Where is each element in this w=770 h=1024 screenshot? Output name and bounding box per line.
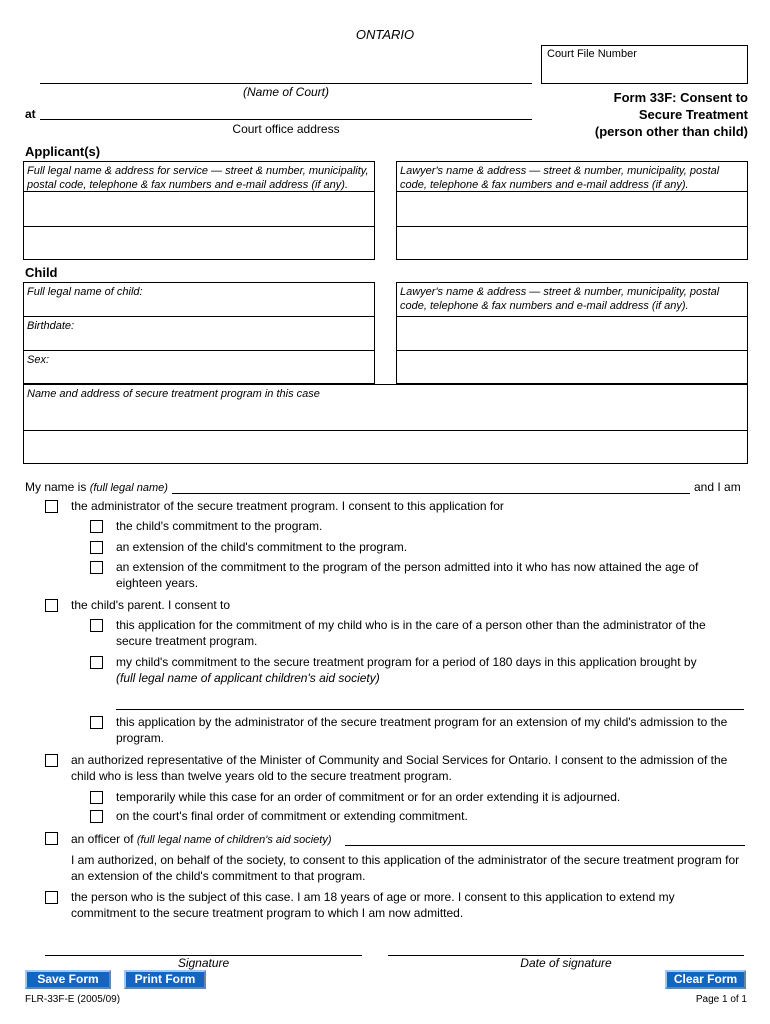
form-title-line-3: (person other than child)	[594, 124, 748, 139]
applicant-lawyer-divider-1	[397, 191, 747, 192]
parent-checkbox[interactable]	[45, 599, 58, 612]
form-title-line-1: Form 33F: Consent to	[613, 90, 748, 105]
applicant-lawyer-label: Lawyer's name & address — street & number, municipality, postal code, telephone & fax numbers and e-mail address (if any).	[400, 165, 720, 191]
form-code: FLR-33F-E (2005/09)	[25, 994, 121, 1005]
applicant-lawyer-box[interactable]	[396, 161, 748, 260]
child-sex-label: Sex:	[27, 354, 50, 366]
child-info-box[interactable]	[23, 282, 375, 384]
officer-cas-note: (full legal name of children's aid society)	[136, 834, 332, 846]
person-checkbox[interactable]	[45, 891, 58, 904]
date-signature-label: Date of signature	[520, 956, 612, 970]
admin-commitment-option: the child's commitment to the program.	[116, 519, 323, 533]
officer-label: an officer of	[71, 832, 134, 846]
minister-temporary-checkbox[interactable]	[90, 791, 103, 804]
parent-extension-option: this application by the administrator of the secure treatment program for an extension of my child's admission to the program.	[116, 715, 728, 745]
page-number: Page 1 of 1	[695, 994, 747, 1005]
applicant-cas-note: (full legal name of applicant children's aid society)	[116, 671, 380, 685]
and-i-am-label: and I am	[694, 480, 741, 494]
applicant-info-box[interactable]	[23, 161, 375, 260]
parent-180-days-option	[116, 654, 741, 686]
applicant-divider-1	[24, 191, 374, 192]
child-heading: Child	[25, 265, 58, 280]
treatment-program-label: Name and address of secure treatment program in this case	[27, 388, 320, 400]
at-label: at	[25, 107, 36, 121]
parent-commitment-option: this application for the commitment of my child who is in the care of a person other than the administrator of the secure treatment program.	[116, 618, 706, 648]
child-divider-1	[24, 316, 374, 317]
court-office-address-label: Court office address	[232, 122, 340, 136]
admin-extension-checkbox[interactable]	[90, 541, 103, 554]
applicant-cas-name-line[interactable]	[116, 709, 744, 710]
court-file-number-field[interactable]	[541, 45, 748, 84]
child-lawyer-divider-1	[397, 316, 747, 317]
my-name-is-text	[25, 480, 168, 494]
save-form-button[interactable]: Save Form	[25, 970, 111, 989]
clear-form-button[interactable]: Clear Form	[665, 970, 746, 989]
admin-extension-18-option: an extension of the commitment to the program of the person admitted into it who has now attained the age of eighteen years.	[116, 560, 699, 590]
print-form-button[interactable]: Print Form	[124, 970, 206, 989]
officer-option	[71, 831, 371, 848]
parent-180-days-text: my child's commitment to the secure treatment program for a period of 180 days in this application brought by	[116, 655, 697, 669]
name-of-court-label: (Name of Court)	[242, 85, 330, 99]
minister-final-order-checkbox[interactable]	[90, 810, 103, 823]
minister-checkbox[interactable]	[45, 754, 58, 767]
court-office-address-line[interactable]	[40, 119, 532, 120]
province-title: ONTARIO	[355, 27, 415, 42]
minister-final-order-option: on the court's final order of commitment or extending commitment.	[116, 809, 468, 823]
parent-option: the child's parent. I consent to	[71, 598, 231, 612]
name-of-court-line[interactable]	[40, 83, 532, 84]
parent-commitment-checkbox[interactable]	[90, 619, 103, 632]
applicant-lawyer-divider-2	[397, 226, 747, 227]
form-title	[595, 89, 748, 140]
full-legal-name-note: (full legal name)	[89, 482, 168, 494]
full-legal-name-line[interactable]	[172, 493, 690, 494]
child-birthdate-label: Birthdate:	[27, 320, 75, 332]
applicant-divider-2	[24, 226, 374, 227]
applicant-info-label: Full legal name & address for service — street & number, municipality, postal code, telephone & fax numbers and e-mail address (if any).	[27, 165, 369, 191]
person-option: the person who is the subject of this case. I am 18 years of age or more. I consent to this application to extend my commitment to the secure treatment program to which I am now admitted.	[71, 890, 675, 920]
signature-label: Signature	[177, 956, 230, 970]
my-name-is-label: My name is	[25, 480, 87, 494]
child-lawyer-divider-2	[397, 350, 747, 351]
admin-option: the administrator of the secure treatment program. I consent to this application for	[71, 499, 504, 513]
treatment-program-box[interactable]	[23, 384, 748, 464]
child-divider-2	[24, 350, 374, 351]
officer-checkbox[interactable]	[45, 832, 58, 845]
minister-option: an authorized representative of the Minister of Community and Social Services for Ontario. I consent to the admission of the child who is less than twelve years old to the secure treatment program.	[71, 753, 728, 783]
child-lawyer-label: Lawyer's name & address — street & number, municipality, postal code, telephone & fax numbers and e-mail address (if any).	[400, 286, 720, 312]
form-title-line-2: Secure Treatment	[638, 107, 748, 122]
admin-checkbox[interactable]	[45, 500, 58, 513]
court-file-number-label: Court File Number	[547, 48, 637, 60]
admin-extension-18-checkbox[interactable]	[90, 561, 103, 574]
admin-commitment-checkbox[interactable]	[90, 520, 103, 533]
applicants-heading: Applicant(s)	[25, 144, 101, 159]
officer-authorization-text: I am authorized, on behalf of the society, to consent to this application of the administrator of the secure treatment program for an extension of the child's commitment to that program.	[71, 853, 740, 883]
parent-180-days-checkbox[interactable]	[90, 656, 103, 669]
parent-extension-checkbox[interactable]	[90, 716, 103, 729]
minister-temporary-option: temporarily while this case for an order of commitment or for an order extending it is adjourned.	[116, 790, 621, 804]
officer-cas-name-line[interactable]	[345, 845, 745, 846]
child-name-label: Full legal name of child:	[27, 286, 143, 298]
child-lawyer-box[interactable]	[396, 282, 748, 384]
program-divider	[24, 430, 747, 431]
admin-extension-option: an extension of the child's commitment to the program.	[116, 540, 408, 554]
